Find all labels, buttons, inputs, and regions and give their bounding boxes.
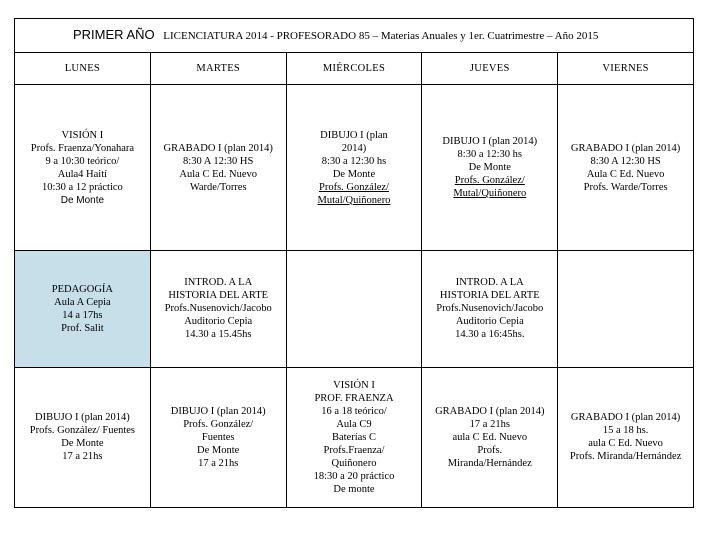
day-header-row xyxy=(15,53,694,85)
cell-line: Aula C9 xyxy=(336,418,372,430)
cell-line: Profs. González/ xyxy=(454,175,525,187)
cell-jueves-afternoon xyxy=(422,251,558,368)
schedule-table xyxy=(14,18,694,508)
day-header-jueves: JUEVES xyxy=(422,53,558,85)
cell-line: Quiñonero xyxy=(331,457,377,469)
cell-line: VISIÓN I xyxy=(333,379,375,391)
day-header-lunes: LUNES xyxy=(15,53,151,85)
cell-line: 14.30 a 16:45hs. xyxy=(455,329,525,341)
cell-line: INTROD. A LA xyxy=(184,277,253,289)
title-row xyxy=(15,19,694,53)
cell-miercoles-evening xyxy=(286,367,422,507)
schedule-row-evening xyxy=(15,367,694,507)
cell-line: 15 a 18 hs. xyxy=(602,425,649,437)
cell-line: 14 a 17hs xyxy=(62,309,103,321)
cell-line: De Monte xyxy=(60,194,105,206)
cell-line: Profs.Fraenza/ xyxy=(323,444,385,456)
cell-line: 17 a 21hs xyxy=(198,457,239,469)
cell-line: 8:30 a 12:30 hs xyxy=(321,155,387,167)
cell-line: 9 a 10:30 teórico/ xyxy=(45,155,120,167)
cell-line: Profs. Miranda/Hernández xyxy=(569,451,682,463)
cell-line: 10:30 a 12 práctico xyxy=(42,181,123,193)
cell-line: 16 a 18 teórico/ xyxy=(321,405,387,417)
cell-line: 8:30 A 12:30 HS xyxy=(590,155,661,167)
cell-line: Profs. González/ Fuentes xyxy=(29,425,136,437)
cell-jueves-morning xyxy=(422,84,558,250)
cell-lunes-morning xyxy=(15,84,151,250)
cell-lunes-evening xyxy=(15,367,151,507)
cell-line: Fuentes xyxy=(201,431,235,443)
cell-line: Aula4 Haití xyxy=(57,168,108,180)
cell-martes-morning xyxy=(150,84,286,250)
day-header-miercoles: MIÉRCOLES xyxy=(286,53,422,85)
cell-line: GRABADO I (plan 2014) xyxy=(570,412,681,424)
cell-line: Profs. xyxy=(477,444,503,456)
cell-line: Profs. Warde/Torres xyxy=(583,181,668,193)
cell-line: Warde/Torres xyxy=(189,181,247,193)
cell-lunes-afternoon xyxy=(15,251,151,368)
cell-line: Aula C Ed. Nuevo xyxy=(179,168,257,180)
cell-line: De monte xyxy=(333,483,375,495)
cell-line: VISIÓN I xyxy=(61,129,104,141)
cell-line: PROF. FRAENZA xyxy=(314,392,394,404)
cell-line: 8:30 A 12:30 HS xyxy=(183,155,254,167)
cell-line: 17 a 21hs xyxy=(62,451,103,463)
cell-line: Profs.Nusenovich/Jacobo xyxy=(164,303,272,315)
cell-line: DIBUJO I (plan xyxy=(320,129,388,141)
day-header-viernes: VIERNES xyxy=(558,53,694,85)
cell-miercoles-afternoon xyxy=(286,251,422,368)
title-sub: LICENCIATURA 2014 - PROFESORADO 85 – Materias Anuales y 1er. Cuatrimestre – Año 2015 xyxy=(163,30,599,43)
cell-line: aula C Ed. Nuevo xyxy=(452,431,528,443)
cell-line: INTROD. A LA xyxy=(455,277,524,289)
cell-line: HISTORIA DEL ARTE xyxy=(168,290,269,302)
cell-line: DIBUJO I (plan 2014) xyxy=(170,405,266,417)
cell-line: De Monte xyxy=(61,438,104,450)
cell-line: GRABADO I (plan 2014) xyxy=(435,405,545,417)
cell-line: Aula A Cepia xyxy=(54,296,111,308)
day-header-martes: MARTES xyxy=(150,53,286,85)
cell-line: Baterías C xyxy=(331,431,376,443)
cell-line: De Monte xyxy=(197,444,240,456)
cell-viernes-morning xyxy=(558,84,694,250)
cell-line: GRABADO I (plan 2014) xyxy=(570,142,681,154)
cell-line: Auditorio Cepia xyxy=(455,316,524,328)
cell-line: Auditorio Cepia xyxy=(184,316,253,328)
cell-line: Mutal/Quiñonero xyxy=(317,194,391,206)
cell-line: 18:30 a 20 práctico xyxy=(313,470,395,482)
cell-martes-afternoon xyxy=(150,251,286,368)
cell-jueves-evening xyxy=(422,367,558,507)
cell-line: 2014) xyxy=(341,142,367,154)
cell-line: Profs.Nusenovich/Jacobo xyxy=(436,303,544,315)
cell-line: Profs. Fraenza/Yonahara xyxy=(30,142,135,154)
cell-line: 14.30 a 15.45hs xyxy=(184,329,252,341)
cell-line: Aula C Ed. Nuevo xyxy=(586,168,665,180)
schedule-row-afternoon xyxy=(15,251,694,368)
title-cell xyxy=(15,19,694,53)
cell-line: DIBUJO I (plan 2014) xyxy=(442,136,538,148)
cell-line: aula C Ed. Nuevo xyxy=(588,438,663,450)
cell-line: Prof. Salit xyxy=(61,322,104,334)
cell-line: GRABADO I (plan 2014) xyxy=(163,142,273,154)
cell-line: 17 a 21hs xyxy=(469,418,510,430)
cell-line: Miranda/Hernández xyxy=(447,457,532,469)
cell-line: HISTORIA DEL ARTE xyxy=(439,290,540,302)
cell-line: De Monte xyxy=(332,168,376,180)
cell-line: De Monte xyxy=(468,162,511,174)
cell-martes-evening xyxy=(150,367,286,507)
cell-viernes-afternoon xyxy=(558,251,694,368)
title-main: PRIMER AÑO xyxy=(73,27,155,43)
cell-line: 8:30 a 12:30 hs xyxy=(457,149,523,161)
cell-miercoles-morning xyxy=(286,84,422,250)
cell-line: DIBUJO I (plan 2014) xyxy=(35,412,130,424)
schedule-row-morning xyxy=(15,84,694,250)
cell-line: Mutal/Quiñonero xyxy=(453,188,527,200)
cell-viernes-evening xyxy=(558,367,694,507)
cell-line: PEDAGOGÍA xyxy=(51,283,114,295)
cell-line: Profs. González/ xyxy=(183,418,254,430)
cell-line: Profs. González/ xyxy=(319,181,389,193)
